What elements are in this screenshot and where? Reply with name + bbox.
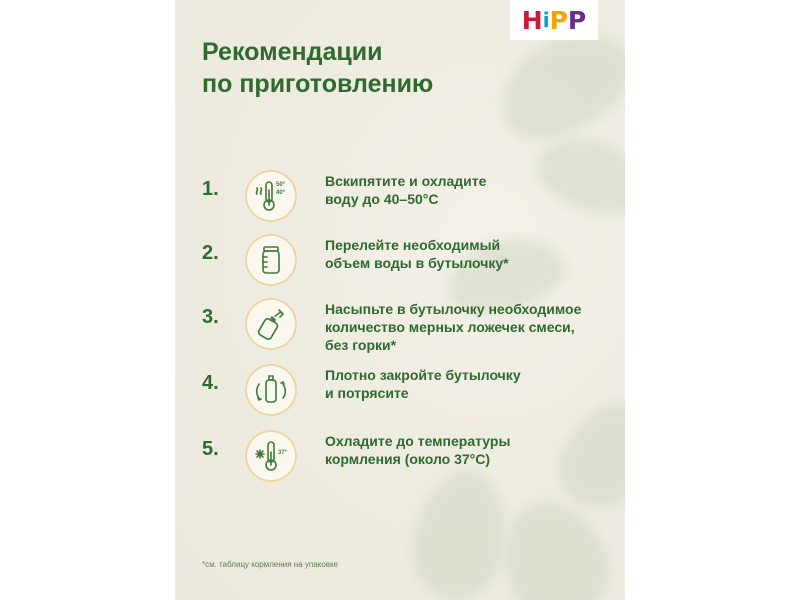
step-line: Насыпьте в бутылочку необходимое <box>325 301 582 317</box>
footnote: *см. таблицу кормления на упаковке <box>202 560 338 569</box>
logo-letter: P <box>567 5 587 35</box>
title-line: по приготовлению <box>202 70 434 98</box>
step-number: 2. <box>202 242 219 264</box>
step-line: Перелейте необходимый <box>325 237 501 253</box>
cool-thermometer-icon <box>253 438 289 474</box>
step-text <box>325 432 615 468</box>
step-text <box>325 172 615 208</box>
temp-label: 40° <box>276 190 286 196</box>
shake-bottle-icon <box>253 372 289 408</box>
logo-letter: i <box>542 8 550 32</box>
step-text <box>325 300 615 354</box>
temp-label: 37° <box>278 450 288 456</box>
step-3 <box>175 298 625 368</box>
step-2 <box>175 234 625 304</box>
step-1 <box>175 170 625 240</box>
step-5 <box>175 430 625 500</box>
logo-letter: P <box>549 5 568 35</box>
step-text <box>325 366 615 402</box>
step-icon-badge <box>245 430 297 482</box>
step-line: и потрясите <box>325 385 409 401</box>
step-icon-badge <box>245 170 297 222</box>
step-line: Плотно закройте бутылочку <box>325 367 521 383</box>
page-title <box>202 36 582 100</box>
step-line: объем воды в бутылочку* <box>325 255 509 271</box>
step-text <box>325 236 615 272</box>
logo-letter: H <box>521 5 543 35</box>
step-number: 4. <box>202 372 219 394</box>
title-line: Рекомендации <box>202 38 383 66</box>
step-4 <box>175 364 625 434</box>
bottle-icon <box>253 242 289 278</box>
scoop-icon <box>253 306 289 342</box>
step-icon-badge <box>245 298 297 350</box>
step-icon-badge <box>245 234 297 286</box>
step-number: 1. <box>202 178 219 200</box>
step-line: без горки* <box>325 337 397 353</box>
step-number: 5. <box>202 438 219 460</box>
step-line: кормления (около 37°С) <box>325 451 491 467</box>
step-number: 3. <box>202 306 219 328</box>
step-icon-badge <box>245 364 297 416</box>
step-line: Вскипятите и охладите <box>325 173 487 189</box>
hipp-logo <box>510 0 598 40</box>
step-line: количество мерных ложечек смеси, <box>325 319 575 335</box>
step-line: Охладите до температуры <box>325 433 511 449</box>
instruction-card <box>175 0 625 600</box>
step-line: воду до 40–50°С <box>325 191 439 207</box>
temp-label: 50° <box>276 182 286 188</box>
